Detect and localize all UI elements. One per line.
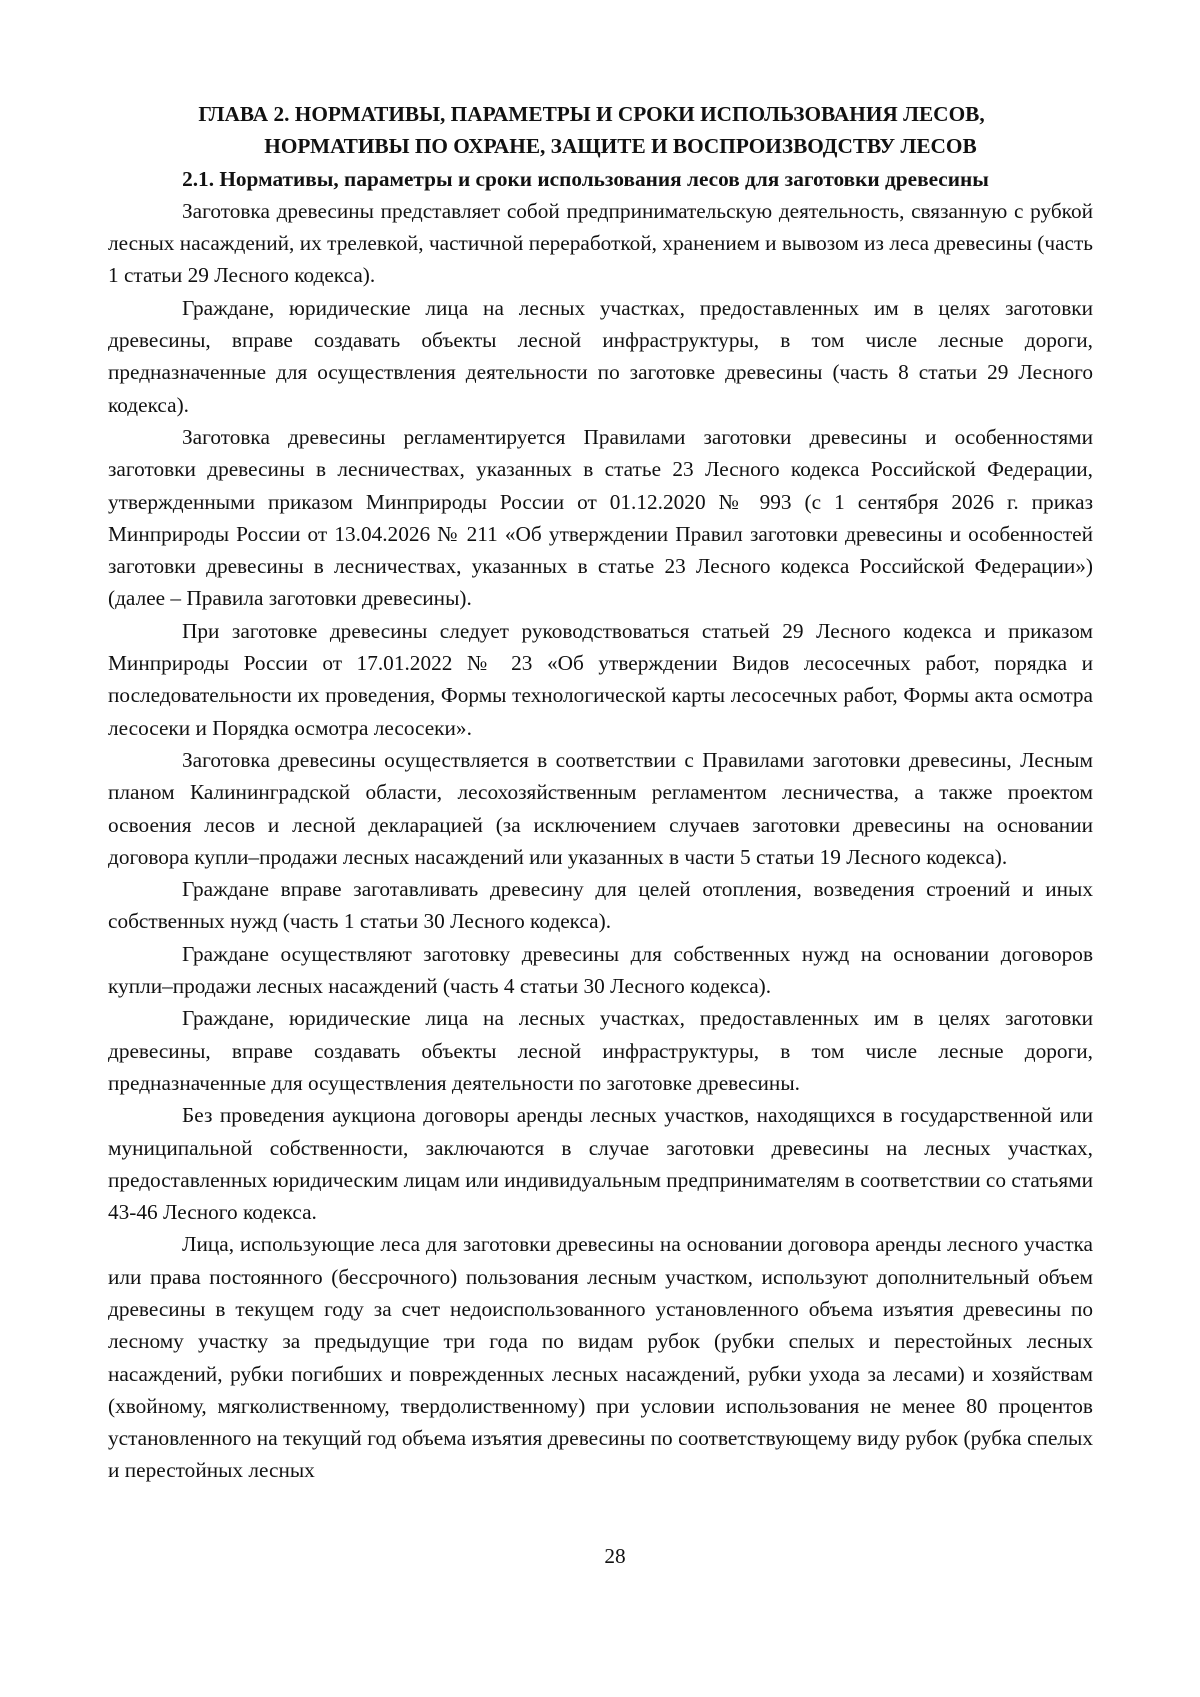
- paragraph: Лица, использующие леса для заготовки древесины на основании договора аренды лесного участка или права постоянного (бессрочного) пользования лесным участком, используют дополнительный объем древесины в текущем году за счет недоиспользованного установленного объема изъятия древесины по лесному участку за предыдущие три года по видам рубок (рубки спелых и перестойных лесных насаждений, рубки погибших и поврежденных лесных насаждений, рубки ухода за лесами) и хозяйствам (хвойному, мягколиственному, твердолиственному) при условии использования не менее 80 процентов установленного на текущий год объема изъятия древесины по соответствующему виду рубок (рубка спелых и перестойных лесных: [108, 1232, 1093, 1483]
- chapter-title: [108, 98, 1093, 163]
- paragraph: Граждане, юридические лица на лесных участках, предоставленных им в целях заготовки древесины, вправе создавать объекты лесной инфраструктуры, в том числе лесные дороги, предназначенные для осуществления деятельности по заготовке древесины.: [108, 1006, 1093, 1095]
- paragraph: Граждане, юридические лица на лесных участках, предоставленных им в целях заготовки древесины, вправе создавать объекты лесной инфраструктуры, в том числе лесные дороги, предназначенные для осуществления деятельности по заготовке древесины (часть 8 статьи 29 Лесного кодекса).: [108, 295, 1093, 417]
- paragraph: Граждане вправе заготавливать древесину для целей отопления, возведения строений и иных собственных нужд (часть 1 статьи 30 Лесного кодекса).: [108, 877, 1093, 934]
- section-title: 2.1. Нормативы, параметры и сроки использования лесов для заготовки древесины: [182, 166, 989, 191]
- chapter-title-line-2: НОРМАТИВЫ ПО ОХРАНЕ, ЗАЩИТЕ И ВОСПРОИЗВОДСТВУ ЛЕСОВ: [264, 134, 977, 159]
- page-content: [108, 98, 1093, 1487]
- chapter-title-line-1: ГЛАВА 2. НОРМАТИВЫ, ПАРАМЕТРЫ И СРОКИ ИСПОЛЬЗОВАНИЯ ЛЕСОВ,: [198, 102, 985, 126]
- page-number: 28: [604, 1544, 626, 1568]
- paragraph: Заготовка древесины регламентируется Правилами заготовки древесины и особенностями заготовки древесины в лесничествах, указанных в статье 23 Лесного кодекса Российской Федерации, утвержденными приказом Минприроды России от 01.12.2020 № 993 (с 1 сентября 2026 г. приказ Минприроды России от 13.04.2026 № 211 «Об утверждении Правил заготовки древесины и особенностей заготовки древесины в лесничествах, указанных в статье 23 Лесного кодекса Российской Федерации») (далее – Правила заготовки древесины).: [108, 424, 1093, 611]
- paragraph: Без проведения аукциона договоры аренды лесных участков, находящихся в государственной или муниципальной собственности, заключаются в случае заготовки древесины на лесных участках, предоставленных юридическим лицам или индивидуальным предпринимателям в соответствии со статьями 43-46 Лесного кодекса.: [108, 1103, 1093, 1225]
- paragraph: Заготовка древесины осуществляется в соответствии с Правилами заготовки древесины, Лесным планом Калининградской области, лесохозяйственным регламентом лесничества, а также проектом освоения лесов и лесной декларацией (за исключением случаев заготовки древесины на основании договора купли–продажи лесных насаждений или указанных в части 5 статьи 19 Лесного кодекса).: [108, 747, 1093, 869]
- paragraph: Заготовка древесины представляет собой предпринимательскую деятельность, связанную с рубкой лесных насаждений, их трелевкой, частичной переработкой, хранением и вывозом из леса древесины (часть 1 статьи 29 Лесного кодекса).: [108, 198, 1093, 288]
- paragraph: При заготовке древесины следует руководствоваться статьей 29 Лесного кодекса и приказом Минприроды России от 17.01.2022 № 23 «Об утверждении Видов лесосечных работ, порядка и последовательности их проведения, Формы технологической карты лесосечных работ, Формы акта осмотра лесосеки и Порядка осмотра лесосеки».: [108, 618, 1093, 740]
- paragraph: Граждане осуществляют заготовку древесины для собственных нужд на основании договоров купли–продажи лесных насаждений (часть 4 статьи 30 Лесного кодекса).: [108, 941, 1093, 999]
